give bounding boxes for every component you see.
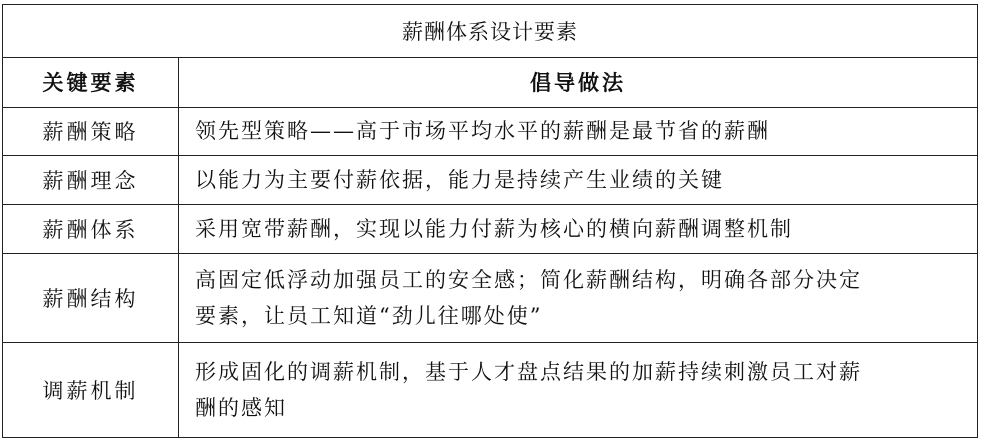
- salary-system-table: [2, 4, 978, 438]
- row-practice: [179, 156, 978, 205]
- practice-line: 采用宽带薪酬，实现以能力付薪为核心的横向薪酬调整机制: [195, 216, 793, 241]
- practice-line: 酬的感知: [195, 395, 287, 420]
- table-title: 薪酬体系设计要素: [3, 5, 978, 58]
- row-key: 薪酬结构: [3, 253, 179, 342]
- header-key-elements: 关键要素: [3, 57, 179, 107]
- practice-line: 形成固化的调薪机制，基于人才盘点结果的加薪持续刺激员工对薪: [195, 359, 862, 384]
- row-practice: [179, 342, 978, 437]
- design-elements-table-container: [2, 4, 978, 438]
- table-row: [3, 204, 978, 253]
- practice-line: 要素，让员工知道“劲儿往哪处使”: [195, 303, 543, 328]
- practice-line: 高固定低浮动加强员工的安全感；简化薪酬结构，明确各部分决定: [195, 267, 862, 292]
- practice-line: 领先型策略——高于市场平均水平的薪酬是最节省的薪酬: [195, 119, 770, 144]
- row-key: 薪酬体系: [3, 204, 179, 253]
- row-key: 薪酬理念: [3, 156, 179, 205]
- row-key: 调薪机制: [3, 342, 179, 437]
- table-row: [3, 253, 978, 342]
- row-practice: [179, 107, 978, 156]
- row-practice: [179, 253, 978, 342]
- header-row: [3, 57, 978, 107]
- row-practice: [179, 204, 978, 253]
- title-row: [3, 5, 978, 58]
- header-recommended-practice: 倡导做法: [179, 57, 978, 107]
- practice-line: 以能力为主要付薪依据，能力是持续产生业绩的关键: [195, 168, 724, 193]
- row-key: 薪酬策略: [3, 107, 179, 156]
- table-row: [3, 107, 978, 156]
- table-row: [3, 342, 978, 437]
- table-row: [3, 156, 978, 205]
